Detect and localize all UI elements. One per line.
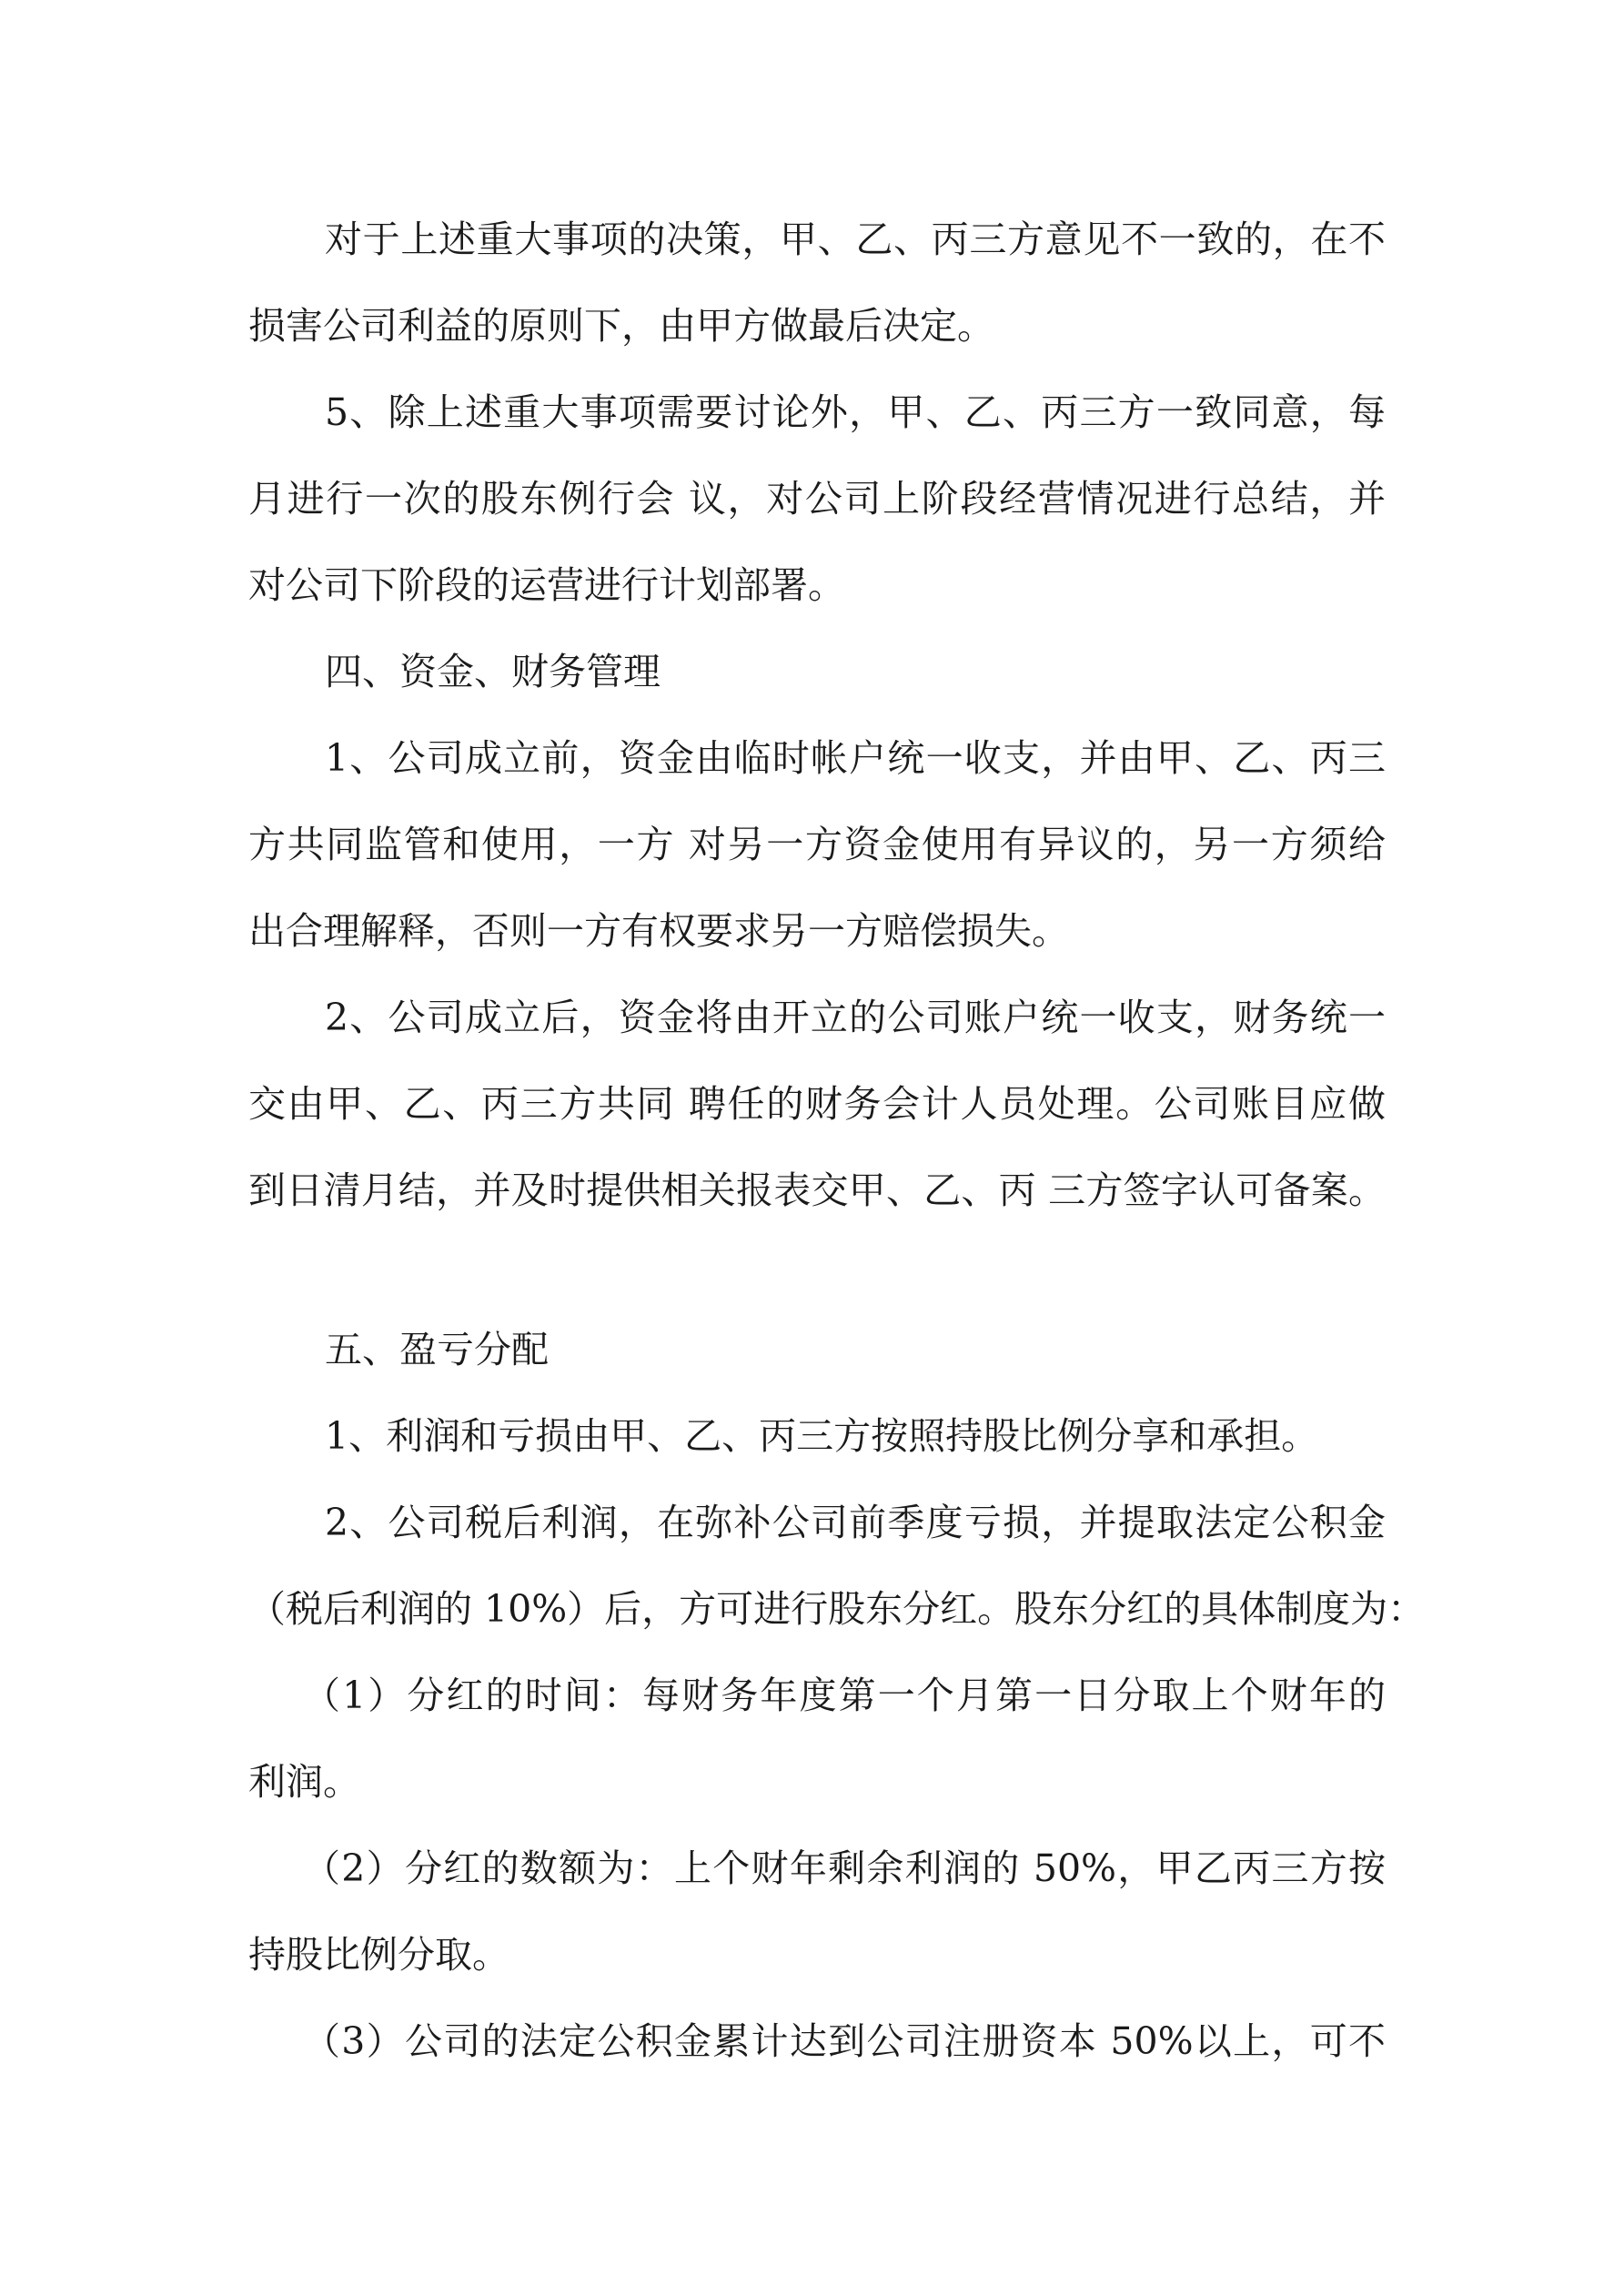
paragraph-line: 月进行一次的股东例行会 议，对公司上阶段经营情况进行总结，并	[248, 477, 1386, 521]
paragraph-line: 对公司下阶段的运营进行计划部署。	[248, 563, 845, 607]
section-heading: 五、盈亏分配	[325, 1328, 549, 1371]
paragraph-line: 损害公司利益的原则下，由甲方做最后决定。	[248, 304, 994, 348]
paragraph-line: 1、公司成立前，资金由临时帐户统一收支，并由甲、乙、丙三	[325, 736, 1386, 780]
paragraph-line: 出合理解释，否则一方有权要求另一方赔偿损失。	[248, 909, 1069, 953]
paragraph-line: 交由甲、乙、丙三方共同 聘任的财务会计人员处理。公司账目应做	[248, 1082, 1386, 1126]
paragraph-line: （3）公司的法定公积金累计达到公司注册资本 50%以上，可不	[303, 2019, 1386, 2063]
paragraph-line: 5、除上述重大事项需要讨论外，甲、乙、丙三方一致同意，每	[325, 390, 1386, 434]
paragraph-line: 对于上述重大事项的决策，甲、乙、丙三方意见不一致的，在不	[325, 217, 1386, 261]
paragraph-line: 持股比例分取。	[248, 1933, 509, 1977]
paragraph-line: 利润。	[248, 1760, 360, 1804]
paragraph-line: 1、利润和亏损由甲、乙、丙三方按照持股比例分享和承担。	[325, 1414, 1319, 1458]
paragraph-line: （2）分红的数额为：上个财年剩余利润的 50%，甲乙丙三方按	[303, 1846, 1386, 1890]
paragraph-line: 方共同监管和使用，一方 对另一方资金使用有异议的，另一方须给	[248, 823, 1386, 866]
section-heading: 四、资金、财务管理	[325, 650, 661, 693]
paragraph-line: 2、公司税后利润，在弥补公司前季度亏损，并提取法定公积金	[325, 1501, 1386, 1544]
paragraph-line: （税后利润的 10%）后，方可进行股东分红。股东分红的具体制度为：	[248, 1587, 1426, 1631]
paragraph-line: （1）分红的时间：每财务年度第一个月第一日分取上个财年的	[303, 1674, 1386, 1717]
paragraph-line: 到日清月结，并及时提供相关报表交甲、乙、丙 三方签字认可备案。	[248, 1168, 1386, 1212]
paragraph-line: 2、公司成立后，资金将由开立的公司账户统一收支，财务统一	[325, 996, 1386, 1039]
